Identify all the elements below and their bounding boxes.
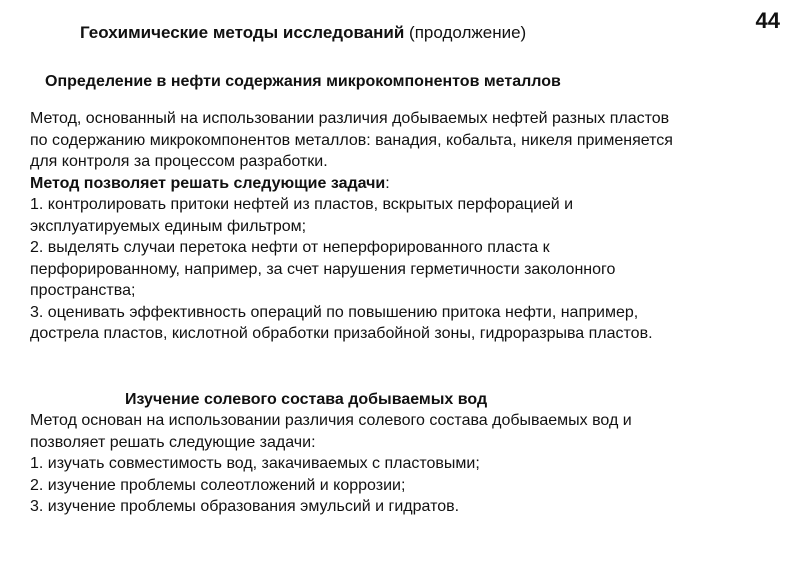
section2-line: 1. изучать совместимость вод, закачиваемых с пластовыми; (30, 455, 480, 472)
section1-body (30, 108, 673, 345)
task-line: эксплуатируемых единым фильтром; (30, 217, 307, 235)
page-number: 44 (755, 8, 780, 33)
section2-line: 3. изучение проблемы образования эмульсий и гидратов. (30, 498, 460, 515)
tasks-heading: Метод позволяет решать следующие задачи (30, 174, 386, 192)
slide-title-main: Геохимические методы исследований (80, 23, 405, 42)
tasks-heading-line (30, 173, 673, 195)
task-line: пространства; (30, 282, 136, 299)
task-line: 2. выделять случаи перетока нефти от неперфорированного пласта к (30, 239, 550, 256)
slide-title-sub: (продолжение) (404, 23, 527, 42)
section1-line: для контроля за процессом разработки. (30, 153, 328, 170)
section2-line: позволяет решать следующие задачи: (30, 433, 316, 451)
section2-heading: Изучение солевого состава добываемых вод (125, 391, 488, 408)
section2-line: 2. изучение проблемы солеотложений и коррозии; (30, 476, 406, 494)
slide-title (80, 22, 526, 44)
task-line: дострела пластов, кислотной обработки призабойной зоны, гидроразрыва пластов. (30, 325, 653, 342)
tasks-heading-colon: : (385, 174, 390, 192)
section1-heading: Определение в нефти содержания микрокомпонентов металлов (45, 73, 561, 90)
task-line: 3. оценивать эффективность операций по повышению притока нефти, например, (30, 303, 639, 321)
task-line: перфорированному, например, за счет нарушения герметичности заколонного (30, 260, 616, 278)
section1-line: Метод, основанный на использовании различия добываемых нефтей разных пластов (30, 110, 670, 127)
task-line: 1. контролировать притоки нефтей из пластов, вскрытых перфорацией и (30, 196, 574, 213)
section1-line: по содержанию микрокомпонентов металлов: ванадия, кобальта, никеля применяется (30, 131, 673, 149)
section2-body (30, 410, 632, 518)
section2-line: Метод основан на использовании различия солевого состава добываемых вод и (30, 412, 632, 429)
